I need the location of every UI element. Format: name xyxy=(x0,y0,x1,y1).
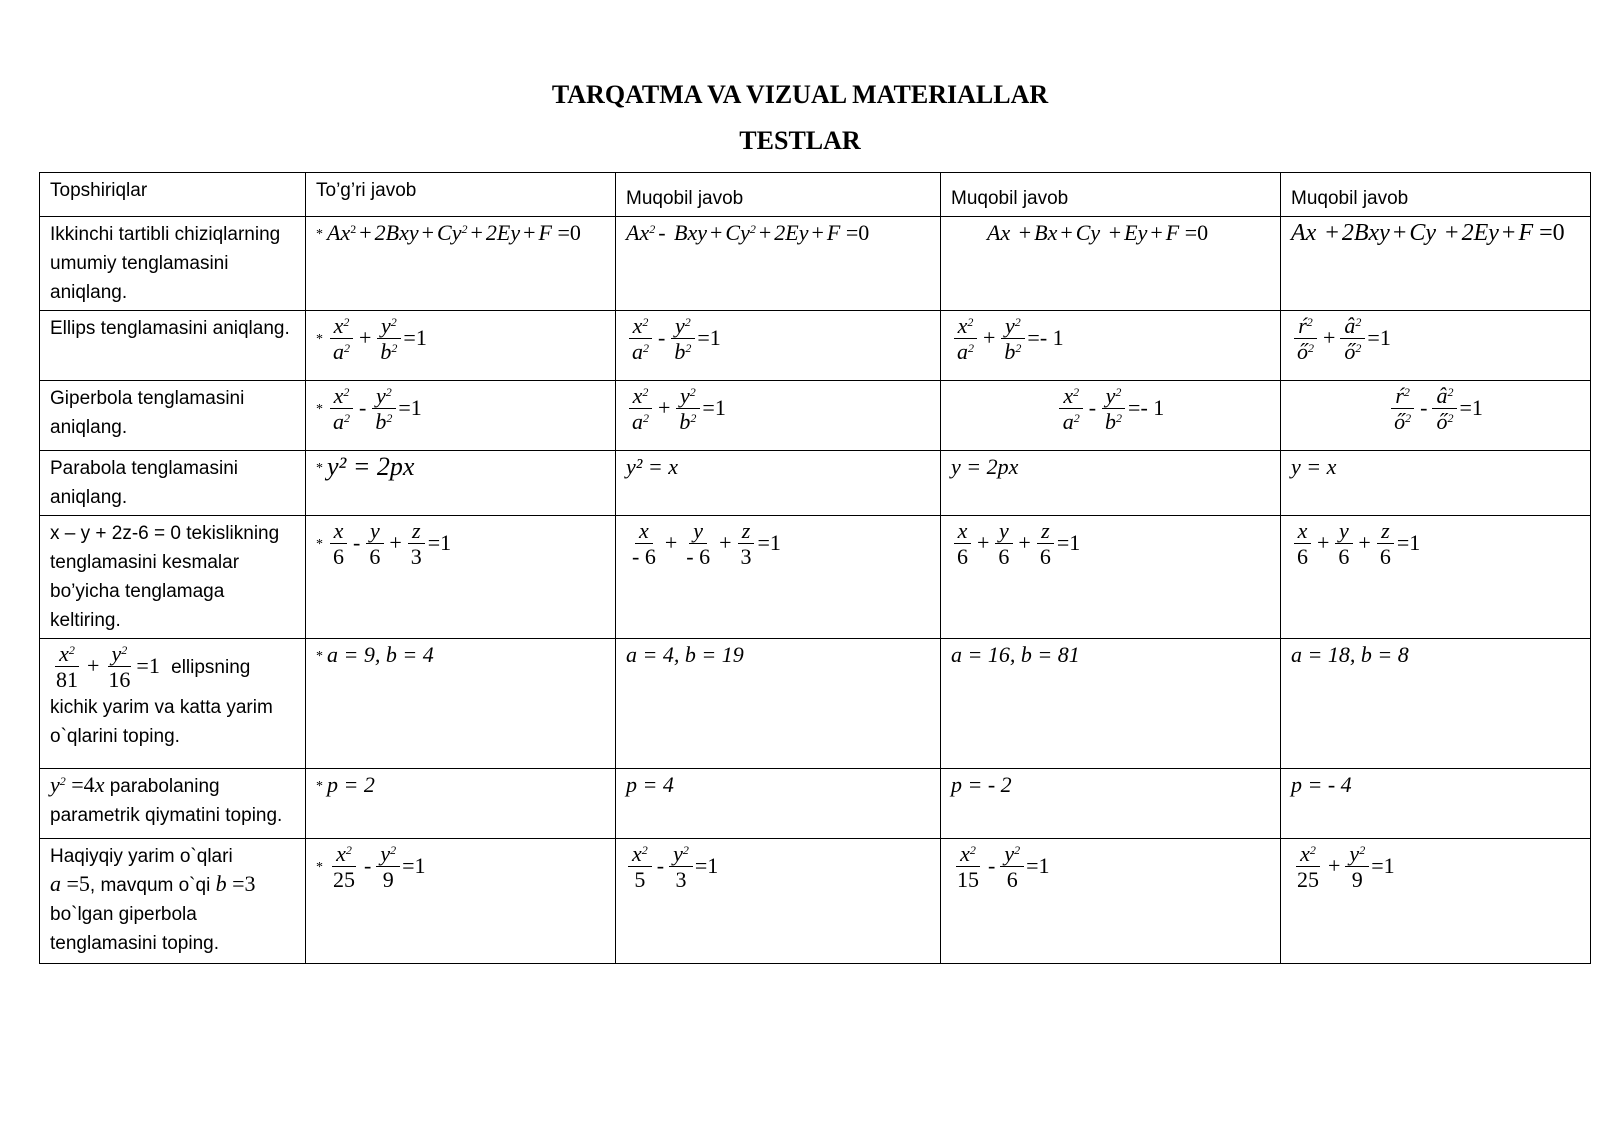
answer-cell xyxy=(616,639,941,769)
table-row xyxy=(40,311,1591,381)
answer-formula: y = 2px xyxy=(951,454,1019,479)
answer-formula: $\frac{x^2}{25}$ + $\frac{y^2}{9}$ =1 xyxy=(1297,841,1395,892)
correct-answer: * $\frac{x^2}{a^2}$ + $\frac{y^2}{b^2}$ =1 xyxy=(316,313,427,364)
task-formula: a =5 xyxy=(50,871,90,896)
table-row xyxy=(40,451,1591,516)
task-cell: x – y + 2z-6 = 0 tekislikning tenglamasini kesmalar bo’yicha tenglamaga keltiring. xyxy=(40,516,306,639)
test-table xyxy=(39,172,1591,964)
task-formula: b =3 xyxy=(215,871,256,896)
task-text: , mavqum o`qi xyxy=(89,875,211,896)
answer-cell xyxy=(616,839,941,964)
answer-formula: $\frac{x^2}{a^2}$ - $\frac{y^2}{b^2}$ =- 1 xyxy=(1057,395,1165,420)
header-cell: Muqobil javob xyxy=(616,173,941,217)
task-formula: $y^2 =4x$ xyxy=(50,772,105,797)
answer-formula: a = 4, b = 19 xyxy=(626,642,744,667)
answer-cell xyxy=(941,381,1281,451)
page-title: TARQATMA VA VIZUAL MATERIALLAR xyxy=(551,80,1049,109)
task-cell: Ikkinchi tartibli chiziqlarning umumiy tenglamasini aniqlang. xyxy=(40,217,306,311)
answer-cell xyxy=(306,217,616,311)
answer-cell xyxy=(941,839,1281,964)
task-text: Haqiyqiy yarim o`qlari xyxy=(50,846,233,867)
answer-formula: Ax$^2$ - Bxy + $Cy^2 + 2Ey + F =0$ xyxy=(626,220,870,245)
answer-cell xyxy=(941,769,1281,839)
answer-cell xyxy=(941,516,1281,639)
correct-mark: * xyxy=(316,859,323,875)
table-row xyxy=(40,839,1591,964)
correct-answer: * $Ax^2 + 2Bxy + Cy^2 + 2Ey + F =0$ xyxy=(316,220,581,245)
answer-cell xyxy=(616,516,941,639)
answer-cell xyxy=(306,451,616,516)
header-cell: To’g’ri javob xyxy=(306,173,616,217)
header-row xyxy=(40,173,1591,217)
correct-mark: * xyxy=(316,401,323,417)
answer-cell xyxy=(306,311,616,381)
correct-mark: * xyxy=(316,226,323,242)
answer-formula: $\frac{x^2}{a^2}$ + $\frac{y^2}{b^2}$ =- 1 xyxy=(951,325,1064,350)
correct-mark: * xyxy=(316,331,323,347)
task-cell xyxy=(40,839,306,964)
answer-formula: Ax + Bx + Cy + Ey + F =0 xyxy=(987,220,1209,245)
answer-formula: $\frac{ŕ^2}{ő^2}$ + $\frac{â^2}{ő^2}$ =1 xyxy=(1291,325,1391,350)
header-cell: Topshiriqlar xyxy=(40,173,306,217)
table-row xyxy=(40,516,1591,639)
answer-formula: $\frac{x^2}{15}$ - $\frac{y^2}{6}$ =1 xyxy=(957,841,1050,892)
correct-mark: * xyxy=(316,461,323,477)
header-cell: Muqobil javob xyxy=(1281,173,1591,217)
correct-answer: * y² = 2px xyxy=(316,452,415,481)
correct-mark: * xyxy=(316,536,323,552)
table-row xyxy=(40,639,1591,769)
answer-formula: p = - 2 xyxy=(951,772,1012,797)
task-formula: $\frac{x^2}{81}$ + $\frac{y^2}{16}$ =1 xyxy=(56,641,160,692)
table-row xyxy=(40,217,1591,311)
answer-cell xyxy=(306,381,616,451)
answer-cell xyxy=(1281,311,1591,381)
answer-cell xyxy=(941,451,1281,516)
answer-cell xyxy=(1281,381,1591,451)
task-cell xyxy=(40,769,306,839)
answer-formula: Ax + 2Bxy + Cy + 2Ey + F =0 xyxy=(1291,220,1565,246)
answer-cell xyxy=(1281,217,1591,311)
answer-cell xyxy=(616,451,941,516)
table-row xyxy=(40,381,1591,451)
correct-answer: * $\frac{x^2}{25}$ - $\frac{y^2}{9}$ =1 xyxy=(316,841,426,892)
task-text: bo`lgan giperbola tenglamasini toping. xyxy=(50,904,219,954)
table-row xyxy=(40,769,1591,839)
answer-cell xyxy=(616,311,941,381)
task-text: ellipsning kichik yarim va katta yarim o`qlarini toping. xyxy=(50,656,273,747)
answer-formula: $\frac{x}{- 6}$ + $\frac{y}{- 6}$ + $\frac{z}{3}$ =1 xyxy=(632,518,781,569)
answer-cell xyxy=(1281,839,1591,964)
answer-formula: $\frac{x}{6}$ + $\frac{y}{6}$ + $\frac{z}{6}$ =1 xyxy=(1291,530,1420,555)
correct-answer: * p = 2 xyxy=(316,772,375,797)
answer-cell xyxy=(306,769,616,839)
answer-cell xyxy=(306,639,616,769)
answer-formula: y² = x xyxy=(626,454,678,479)
answer-cell xyxy=(616,217,941,311)
answer-cell xyxy=(306,839,616,964)
answer-cell xyxy=(941,311,1281,381)
correct-mark: * xyxy=(316,648,323,664)
correct-mark: * xyxy=(316,778,323,794)
answer-cell xyxy=(306,516,616,639)
answer-formula: $\frac{x}{6}$ + $\frac{y}{6}$ + $\frac{z}{6}$ =1 xyxy=(951,530,1080,555)
answer-cell xyxy=(941,217,1281,311)
answer-cell xyxy=(616,769,941,839)
correct-answer: * $\frac{x^2}{a^2}$ - $\frac{y^2}{b^2}$ =1 xyxy=(316,383,422,434)
task-cell: Giperbola tenglamasini aniqlang. xyxy=(40,381,306,451)
header-cell: Muqobil javob xyxy=(941,173,1281,217)
answer-cell xyxy=(1281,639,1591,769)
correct-answer: * $\frac{x}{6}$ - $\frac{y}{6}$ + $\frac{z}{3}$ =1 xyxy=(316,518,452,569)
answer-cell xyxy=(1281,451,1591,516)
answer-formula: a = 18, b = 8 xyxy=(1291,642,1409,667)
answer-cell xyxy=(1281,769,1591,839)
answer-formula: $\frac{x^2}{a^2}$ - $\frac{y^2}{b^2}$ =1 xyxy=(626,325,721,350)
task-text: parabolaning parametrik qiymatini toping. xyxy=(50,776,283,826)
answer-formula: p = 4 xyxy=(626,772,674,797)
task-cell: Parabola tenglamasini aniqlang. xyxy=(40,451,306,516)
answer-cell xyxy=(941,639,1281,769)
answer-formula: $\frac{x^2}{5}$ - $\frac{y^2}{3}$ =1 xyxy=(626,853,718,878)
answer-formula: y = x xyxy=(1291,454,1337,479)
answer-formula: $\frac{ŕ^2}{ő^2}$ - $\frac{â^2}{ő^2}$ =1 xyxy=(1388,395,1483,420)
answer-formula: $\frac{x^2}{a^2}$ + $\frac{y^2}{b^2}$ =1 xyxy=(626,395,726,420)
answer-formula: p = - 4 xyxy=(1291,772,1352,797)
page-subtitle: TESTLAR xyxy=(739,126,861,155)
answer-formula: a = 16, b = 81 xyxy=(951,642,1080,667)
task-cell xyxy=(40,639,306,769)
answer-cell xyxy=(1281,516,1591,639)
answer-cell xyxy=(616,381,941,451)
correct-answer: * a = 9, b = 4 xyxy=(316,642,434,667)
task-cell: Ellips tenglamasini aniqlang. xyxy=(40,311,306,381)
